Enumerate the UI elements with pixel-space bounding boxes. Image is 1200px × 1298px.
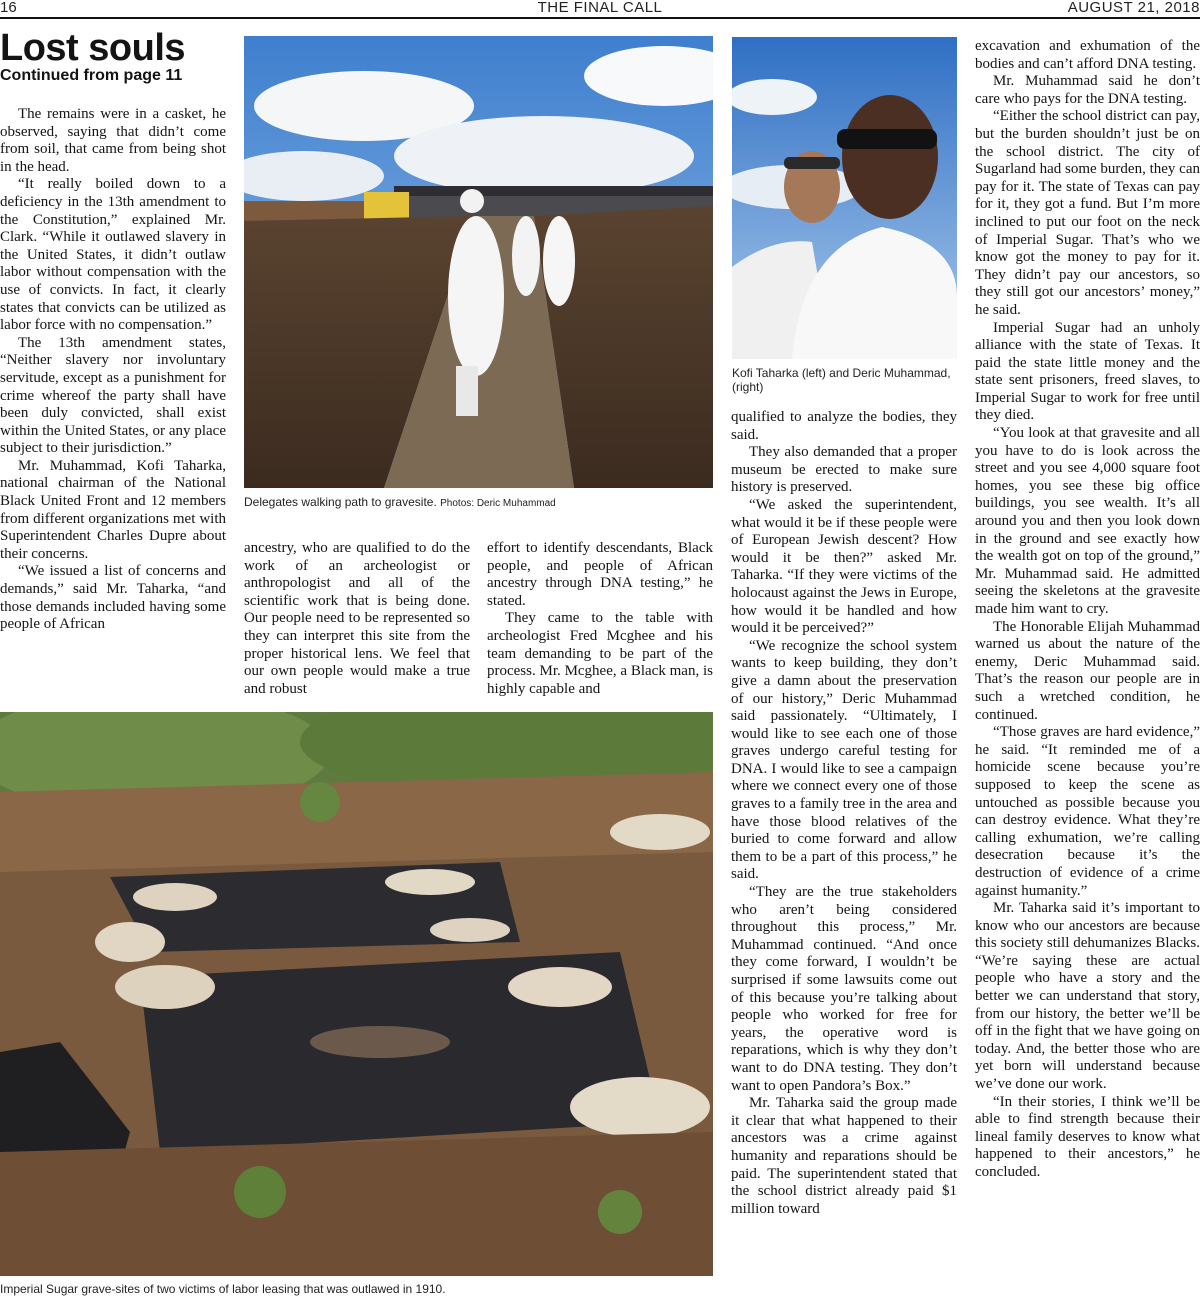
column-2 [244, 540, 470, 698]
photo-caption [244, 495, 713, 511]
column-3 [487, 540, 713, 698]
paragraph: “They are the true stakeholders who aren’t being considered throughout this process,” Mr. Muhammad continued. “And once they come forward, I wouldn’t be surprised if some lawsuits come out of this because you’re talking about people who worked for free for years, the operative word is reparations, which is why they don’t want to do DNA testing. They don’t want to open Pandora’s Box.” [731, 884, 957, 1094]
paragraph: “It really boiled down to a deficiency in the 13th amendment to the Constitution,” explained Mr. Clark. “While it outlawed slavery in the United States, it didn’t outlaw labor without compensation with the use of convicts. In fact, it clearly states that convicts can be utilized as labor force with no compensation.” [0, 176, 226, 334]
kofi-taharka-deric-muhammad-photo [732, 37, 957, 359]
paragraph: Mr. Taharka said it’s important to know who our ancestors are because this society still dehumanizes Blacks. “We’re saying these are actual people who have a story and the better we can understand that story, from our history, the better we’ll be off in the fight that we have going on today. And, the better those who are yet born will understand because we’ve done our work. [975, 900, 1200, 1093]
column-1 [0, 106, 226, 634]
paragraph: The remains were in a casket, he observed, saying that didn’t come from soil, that came from being shot in the head. [0, 106, 226, 175]
headline: Lost souls [0, 27, 186, 69]
paragraph: Imperial Sugar had an unholy alliance with the state of Texas. It paid the state little money and the state sent prisoners, freed slaves, to Imperial Sugar to work for free until they died. [975, 319, 1200, 424]
continued-from: Continued from page 11 [0, 67, 183, 84]
paragraph: “Those graves are hard evidence,” he said. “It reminded me of a homicide scene because you’re supposed to keep the scene as untouched as possible because you can destroy evidence. What they’re calling exhumation, we’re calling desecration because it’s the destruction of evidence of a crime against humanity.” [975, 724, 1200, 899]
page-number: 16 [0, 0, 17, 16]
paragraph: “We recognize the school system wants to keep building, they don’t give a damn about the preservation of our history,” Deric Muhammad said passionately. “Ultimately, I would like to see each one of those graves undergo careful testing for DNA. I would like to see a campaign where we connect every one of those graves to a family tree in the area and have those blood relatives of the buried to come forward and allow them to be a part of this process,” he said. [731, 637, 957, 883]
caption-text: Delegates walking path to gravesite. [244, 495, 437, 509]
paragraph: Mr. Muhammad said he don’t care who pays for the DNA testing. [975, 73, 1200, 107]
paragraph: effort to identify descendants, Black people, and people of African ancestry through DNA testing,” he stated. [487, 540, 713, 609]
paragraph: “We issued a list of concerns and demands,” said Mr. Taharka, “and those demands included having some people of African [0, 563, 226, 633]
photo-caption: Kofi Taharka (left) and Deric Muhammad, (right) [732, 366, 951, 394]
paragraph: ancestry, who are qualified to do the work of an archeologist or anthropologist and all of the scientific work that is being done. Our people need to be represented so they can interpret this site from the proper historical lens. We feel that our own people would make a true and robust [244, 540, 470, 697]
paragraph: “We asked the superintendent, what would it be if these people were of European Jewish descent? How would it be then?” asked Mr. Taharka. “If they were victims of the holocaust against the Jews in Europe, how would it be handled and how would it be perceived?” [731, 496, 957, 637]
grave-sites-photo [0, 712, 713, 1276]
photo-credit: Photos: Deric Muhammad [440, 498, 556, 509]
delegates-walking-photo [244, 36, 713, 488]
paragraph: They came to the table with archeologist Fred Mcghee and his team demanding to be part of the process. Mr. Mcghee, a Black man, is highly capable and [487, 610, 713, 697]
paragraph: Mr. Muhammad, Kofi Taharka, national chairman of the National Black United Front and 12 members from different organizations met with Superintendent Charles Dupre about their concerns. [0, 457, 226, 562]
paragraph: qualified to analyze the bodies, they said. [731, 409, 957, 443]
paragraph: excavation and exhumation of the bodies and can’t afford DNA testing. [975, 38, 1200, 72]
publication-name: THE FINAL CALL [537, 0, 663, 16]
paragraph: “Either the school district can pay, but the burden shouldn’t just be on the school district. The city of Sugarland had some burden, they can pay for it. The state of Texas can pay for it, they got a fund. But I’m more inclined to put our foot on the neck of Imperial Sugar. That’s who we know got the money to pay for it. They didn’t pay our ancestors, so they still got our ancestors’ money,” he said. [975, 108, 1200, 318]
paragraph: “You look at that gravesite and all you have to do is look across the street and you see 4,000 square foot homes, you see these big office buildings, you see wealth. It’s all around you and then you look down in the ground and see exactly how the wealth got on top of the ground,” Mr. Muhammad said. He admitted seeing the skeletons at the gravesite made him want to cry. [975, 425, 1200, 617]
paragraph: The 13th amendment states, “Neither slavery nor involuntary servitude, except as a punishment for crime whereof the party shall have been duly convicted, shall exist within the United States, or any place subject to their jurisdiction.” [0, 334, 226, 457]
column-5 [975, 38, 1200, 1182]
paragraph: The Honorable Elijah Muhammad warned us about the nature of the enemy, Deric Muhammad said. That’s the reason our people are in such a wretched condition, he continued. [975, 618, 1200, 723]
photo-caption: Imperial Sugar grave-sites of two victims of labor leasing that was outlawed in 1910. [0, 1282, 446, 1296]
issue-date: AUGUST 21, 2018 [1067, 0, 1200, 16]
column-4 [731, 409, 957, 1218]
paragraph: They also demanded that a proper museum be erected to make sure history is preserved. [731, 444, 957, 496]
paragraph: Mr. Taharka said the group made it clear that what happened to their ancestors was a crime against humanity and reparations should be paid. The superintendent stated that the school district already paid $1 million toward [731, 1095, 957, 1217]
header-rule [0, 17, 1200, 19]
paragraph: “In their stories, I think we’ll be able to find strength because their lineal family deserves to know what happened to their ancestors,” he concluded. [975, 1093, 1200, 1180]
